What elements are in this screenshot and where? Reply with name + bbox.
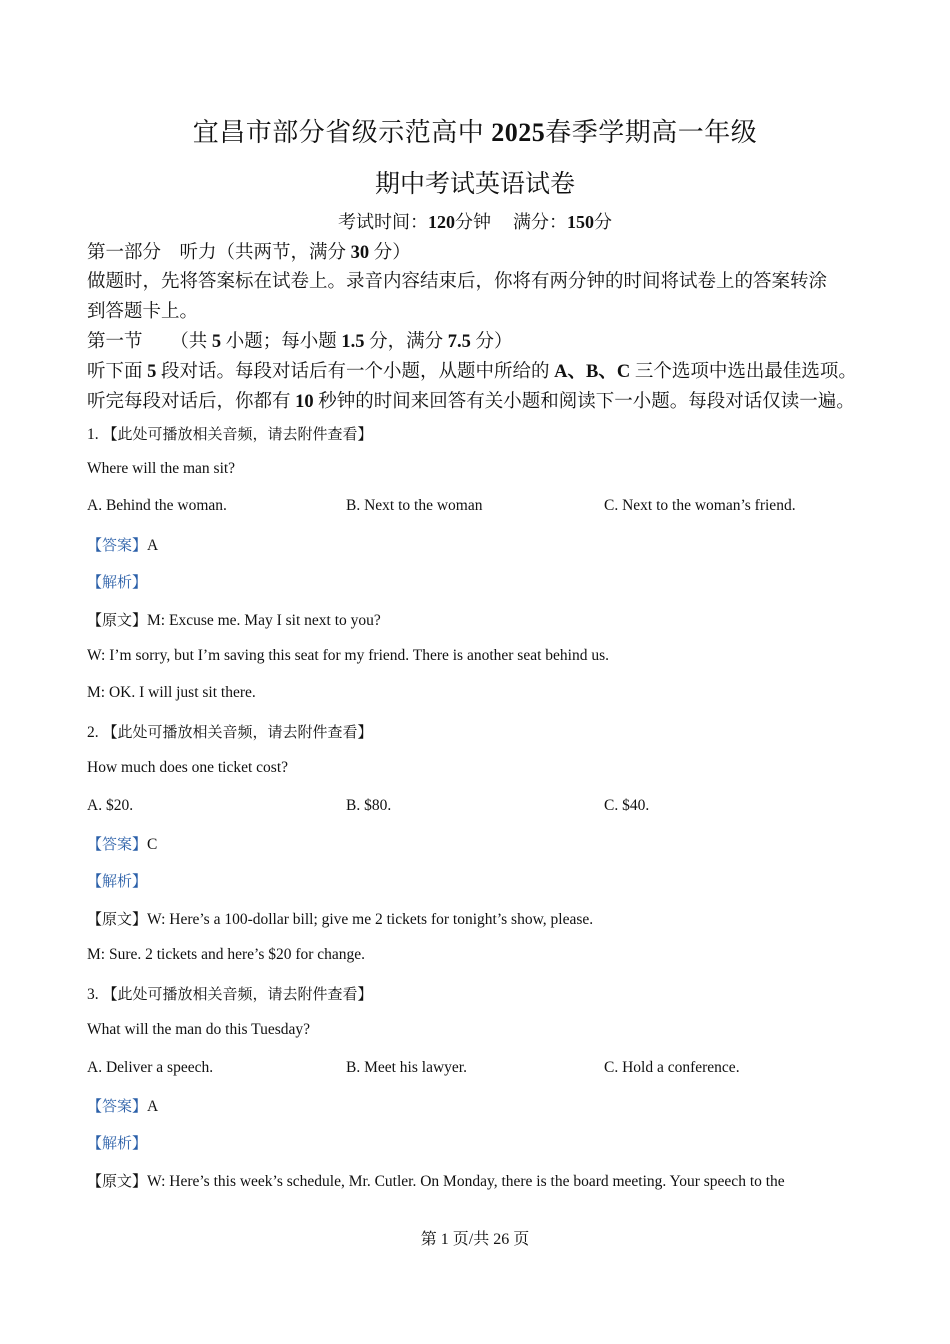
question-2-transcript-line1: 【原文】W: Here’s a 100-dollar bill; give me 2 tickets for tonight’s show, please.: [87, 911, 594, 928]
question-3-analysis: 【解析】: [87, 1136, 148, 1152]
instruction-line2: 到答题卡上。: [87, 302, 199, 322]
part1-heading: 第一部分 听力（共两节，满分 30 分）: [87, 243, 411, 263]
question-1-text: Where will the man sit?: [87, 460, 236, 477]
page-footer: 第 1 页/共 26 页: [420, 1231, 530, 1248]
question-1-option-c: C. Next to the woman’s friend.: [604, 497, 796, 514]
question-1-transcript-line1: 【原文】M: Excuse me. May I sit next to you?: [87, 612, 381, 629]
question-3-option-b: B. Meet his lawyer.: [346, 1059, 467, 1076]
question-2-text: How much does one ticket cost?: [87, 759, 289, 776]
instruction-line1: 做题时，先将答案标在试卷上。录音内容结束后，你将有两分钟的时间将试卷上的答案转涂: [87, 272, 828, 292]
question-1-option-b: B. Next to the woman: [346, 497, 483, 514]
exam-title-line1: 宜昌市部分省级示范高中 2025春季学期高一年级: [192, 118, 758, 147]
question-3-answer: 【答案】A: [87, 1098, 159, 1115]
question-1-transcript-line3: M: OK. I will just sit there.: [87, 684, 256, 701]
question-3-audio: 3. 【此处可播放相关音频，请去附件查看】: [87, 986, 373, 1003]
question-1-analysis: 【解析】: [87, 575, 148, 591]
question-2-option-a: A. $20.: [87, 797, 134, 814]
question-2-option-b: B. $80.: [346, 797, 392, 814]
question-1-transcript-line2: W: I’m sorry, but I’m saving this seat for my friend. There is another seat behind us.: [87, 647, 609, 664]
question-1-answer: 【答案】A: [87, 537, 159, 554]
question-2-audio: 2. 【此处可播放相关音频，请去附件查看】: [87, 724, 373, 741]
section1-heading: 第一节 （共 5 小题；每小题 1.5 分，满分 7.5 分）: [87, 332, 513, 352]
question-3-transcript-line1: 【原文】W: Here’s this week’s schedule, Mr. Cutler. On Monday, there is the board meeting. Your speech to the: [87, 1173, 785, 1190]
question-2-option-c: C. $40.: [604, 797, 650, 814]
question-3-option-c: C. Hold a conference.: [604, 1059, 740, 1076]
question-2-analysis: 【解析】: [87, 874, 148, 890]
exam-meta: 考试时间：120分钟 满分：150分: [338, 212, 612, 232]
question-1-option-a: A. Behind the woman.: [87, 497, 227, 514]
question-3-text: What will the man do this Tuesday?: [87, 1021, 311, 1038]
question-2-transcript-line2: M: Sure. 2 tickets and here’s $20 for change.: [87, 946, 366, 963]
question-1-audio: 1. 【此处可播放相关音频，请去附件查看】: [87, 426, 373, 443]
directions-line1: 听下面 5 段对话。每段对话后有一个小题，从题中所给的 A、B、C 三个选项中选出最佳选项。: [87, 362, 857, 382]
directions-line2: 听完每段对话后，你都有 10 秒钟的时间来回答有关小题和阅读下一小题。每段对话仅读一遍。: [87, 392, 855, 412]
question-3-option-a: A. Deliver a speech.: [87, 1059, 214, 1076]
question-2-answer: 【答案】C: [87, 836, 158, 853]
exam-title-line2: 期中考试英语试卷: [374, 171, 575, 198]
